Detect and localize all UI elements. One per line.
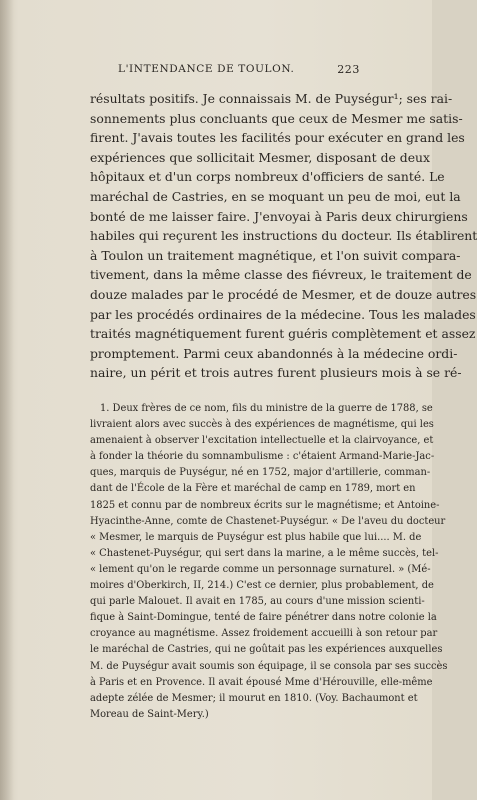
footnote-line: fique à Saint-Domingue, tenté de faire pénétrer dans notre colonie la [90,612,437,624]
footnote-line: moires d'Oberkirch, II, 214.) C'est ce dernier, plus probablement, de [90,580,434,592]
text-line: résultats positifs. Je connaissais M. de Puységur¹; ses rai- [90,91,453,106]
footnote-line: « Mesmer, le marquis de Puységur est plus habile que lui.... M. de [90,531,422,543]
footnote-line: amenaient à observer l'excitation intellectuelle et la clairvoyance, et [90,435,434,447]
footnote-line: Hyacinthe-Anne, comte de Chastenet-Puységur. « De l'aveu du docteur [90,515,446,527]
text-line: tivement, dans la même classe des fiévreux, le traitement de [90,267,472,283]
text-line: naire, un périt et trois autres furent plusieurs mois à se ré- [90,365,462,381]
footnote-line: à fonder la théorie du somnambulisme : c'étaient Armand-Marie-Jac- [90,451,435,463]
footnote-line: dant de l'École de la Fère et maréchal de camp en 1789, mort en [90,483,416,495]
footnote-line: « lement qu'on le regarde comme un personnage surnaturel. » (Mé- [90,563,431,575]
footnote-line: 1825 et connu par de nombreux écrits sur le magnétisme; et Antoine- [90,499,440,511]
text-line: à Toulon un traitement magnétique, et l'on suivit compara- [90,247,461,263]
footnote-line: à Paris et en Provence. Il avait épousé Mme d'Hérouville, elle-même [90,676,433,688]
text-line: bonté de me laisser faire. J'envoyai à Paris deux chirurgiens [90,208,468,224]
footnote-line: qui parle Malouet. Il avait en 1785, au cours d'une mission scienti- [90,596,425,608]
footnote-line: le maréchal de Castries, qui ne goûtait pas les expériences auxquelles [90,644,443,656]
text-line: traités magnétiquement furent guéris complètement et assez [90,326,476,342]
text-line: douze malades par le procédé de Mesmer, et de douze autres [90,286,477,302]
footnote-line: croyance au magnétisme. Assez froidement accueilli à son retour par [90,628,438,640]
page-number: 223 [337,63,360,76]
footnote [90,401,448,723]
footnote-line: M. de Puységur avait soumis son équipage, il se consola par ses succès [90,660,448,672]
text-line: par les procédés ordinaires de la médecine. Tous les malades [90,306,476,322]
footnote-line: 1. Deux frères de ce nom, fils du ministre de la guerre de 1788, se [100,403,433,414]
footnote-line: Moreau de Saint-Mery.) [90,708,209,720]
footnote-line: livraient alors avec succès à des expériences de magnétisme, qui les [90,419,434,431]
text-line: habiles qui reçurent les instructions du docteur. Ils établirent [90,228,477,244]
page-header [90,63,360,81]
footnote-line: adepte zélée de Mesmer; il mourut en 1810. (Voy. Bachaumont et [90,692,418,704]
running-title: L'INTENDANCE DE TOULON. [118,63,295,75]
footnote-line: « Chastenet-Puységur, qui sert dans la marine, a le même succès, tel- [90,547,439,559]
text-line: promptement. Parmi ceux abandonnés à la médecine ordi- [90,345,458,361]
text-line: sonnements plus concluants que ceux de Mesmer me satis- [90,110,463,126]
text-line: firent. J'avais toutes les facilités pour exécuter en grand les [90,130,465,146]
text-line: hôpitaux et d'un corps nombreux d'officiers de santé. Le [90,169,445,185]
footnote-line: ques, marquis de Puységur, né en 1752, major d'artillerie, comman- [90,467,431,479]
main-text [90,89,477,383]
text-line: expériences que sollicitait Mesmer, disposant de deux [90,149,431,165]
text-line: maréchal de Castries, en se moquant un peu de moi, eut la [90,188,461,204]
